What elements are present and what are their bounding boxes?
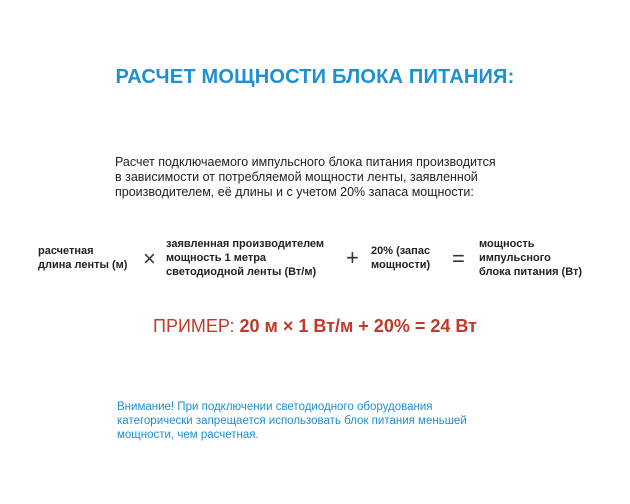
- formula-term-result: [479, 237, 582, 279]
- formula-term-reserve: [371, 244, 430, 272]
- formula-term-line: заявленная производителем: [166, 238, 325, 250]
- intro-line: в зависимости от потребляемой мощности ленты, заявленной: [115, 170, 478, 184]
- note-line: категорически запрещается использовать блок питания меньшей: [117, 415, 467, 427]
- formula-term-line: расчетная: [38, 245, 94, 257]
- formula-term-power-per-meter: [166, 237, 324, 279]
- formula-term-length: [38, 244, 127, 272]
- example-value: 20 м × 1 Вт/м + 20% = 24 Вт: [239, 316, 477, 336]
- formula-term-line: мощность: [479, 238, 535, 250]
- intro-line: производителем, её длины и с учетом 20% запаса мощности:: [115, 185, 474, 199]
- formula-term-line: мощности): [371, 259, 431, 271]
- formula-term-line: длина ленты (м): [38, 259, 128, 271]
- example-line: [0, 316, 630, 337]
- formula-term-line: светодиодной ленты (Вт/м): [166, 266, 317, 278]
- intro-paragraph: [115, 155, 535, 200]
- note-line: Внимание! При подключении светодиодного оборудования: [117, 401, 433, 413]
- note-line: мощности, чем расчетная.: [117, 429, 259, 441]
- intro-line: Расчет подключаемого импульсного блока питания производится: [115, 155, 496, 169]
- formula-term-line: мощность 1 метра: [166, 252, 267, 264]
- plus-sign: +: [346, 245, 359, 270]
- equals-sign: =: [452, 246, 465, 271]
- formula: [0, 236, 630, 286]
- page-title: РАСЧЕТ МОЩНОСТИ БЛОКА ПИТАНИЯ:: [115, 66, 515, 88]
- warning-note: [117, 400, 537, 442]
- example-label: ПРИМЕР:: [153, 316, 240, 336]
- formula-term-line: 20% (запас: [371, 245, 431, 257]
- formula-term-line: импульсного: [479, 252, 551, 264]
- formula-term-line: блока питания (Вт): [479, 266, 583, 278]
- multiply-sign: ×: [143, 246, 156, 271]
